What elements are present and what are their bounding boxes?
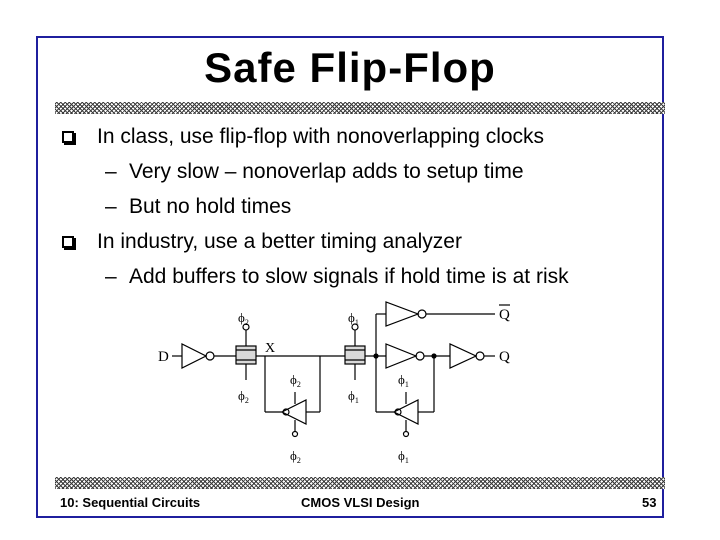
clock-phi1-label: $\phi_1$ — [398, 372, 409, 389]
feedback-loop-2 — [376, 356, 434, 437]
output-q-label: Q — [499, 349, 510, 365]
transmission-gate-1-icon — [236, 324, 256, 380]
inverter-qbar-icon — [386, 302, 418, 326]
inverter-q-icon — [450, 344, 476, 368]
dash-bullet-icon: – — [105, 195, 117, 218]
node-x-label: X — [265, 341, 276, 356]
footer-chapter: 10: Sequential Circuits — [60, 495, 201, 510]
flip-flop-schematic — [150, 300, 530, 470]
square-bullet-icon — [62, 131, 74, 143]
clock-phi2-label: $\phi_2$ — [290, 448, 301, 465]
dash-bullet-icon: – — [105, 160, 117, 183]
dash-bullet-icon: – — [105, 265, 117, 288]
transmission-gate-2-icon — [345, 324, 365, 380]
clock-phi2-label: $\phi_2$ — [238, 388, 249, 405]
footer-divider — [55, 477, 665, 489]
bullet-text: In industry, use a better timing analyzer — [97, 230, 462, 253]
input-d-label: D — [158, 349, 169, 365]
bullet-text: Very slow – nonoverlap adds to setup time — [129, 160, 524, 183]
inverter-2-icon — [386, 344, 416, 368]
square-bullet-icon — [62, 236, 74, 248]
clock-phi1-label: $\phi_1$ — [348, 310, 359, 327]
bullet-text: In class, use flip-flop with nonoverlapping clocks — [97, 125, 545, 148]
inverter-1-icon — [182, 344, 206, 368]
clock-phi1-label: $\phi_1$ — [398, 448, 409, 465]
clock-phi2-label: $\phi_2$ — [290, 372, 301, 389]
footer-course: CMOS VLSI Design — [301, 495, 420, 510]
bullet-text: But no hold times — [129, 195, 292, 218]
feedback-loop-1 — [265, 356, 320, 437]
clock-phi1-label: $\phi_1$ — [348, 388, 359, 405]
slide-title: Safe Flip-Flop — [204, 44, 496, 91]
title-divider — [55, 102, 665, 114]
output-qbar-label: Q — [499, 307, 510, 323]
footer-page-number: 53 — [642, 495, 657, 510]
feedback-inverter-icon — [282, 400, 306, 424]
clock-phi2-label: $\phi_2$ — [238, 310, 249, 327]
bullet-text: Add buffers to slow signals if hold time is at risk — [129, 265, 569, 288]
